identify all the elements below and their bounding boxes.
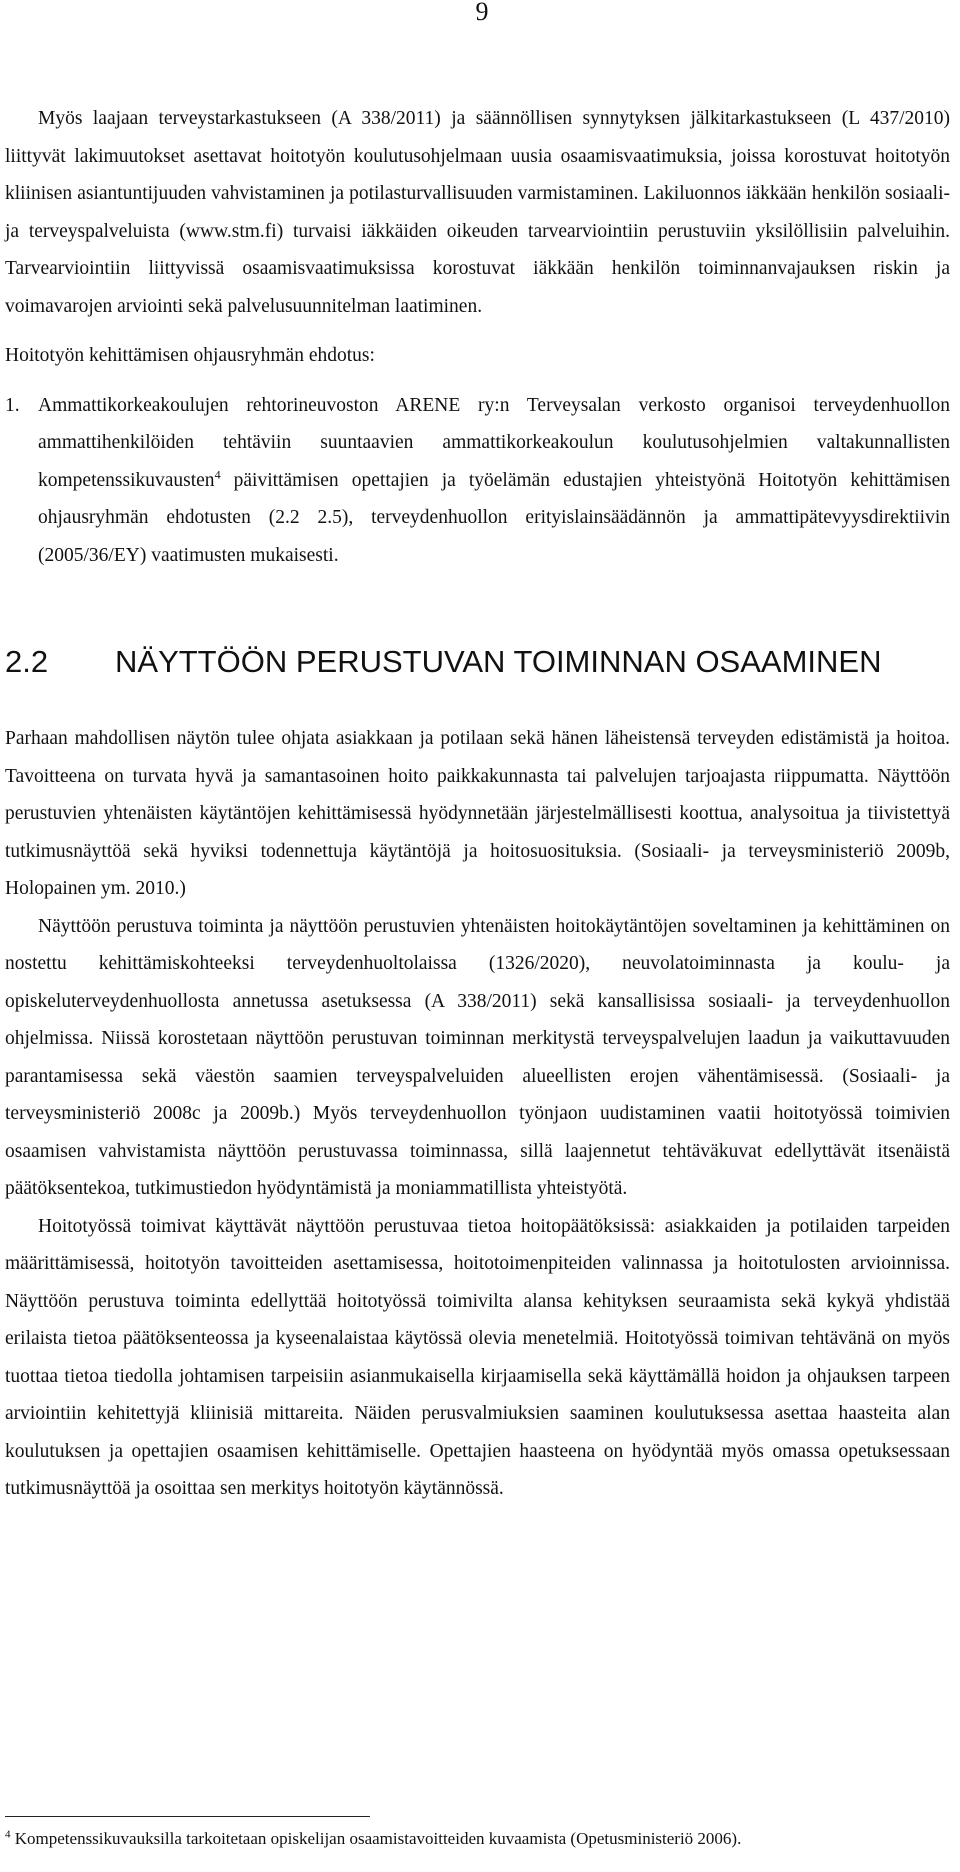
- footnote-divider: [5, 1816, 370, 1817]
- footnote-marker: 4: [5, 1828, 11, 1841]
- list-item-text-start: Ammattikorkeakoulujen rehtorineuvoston ARENE ry:n Terveysalan verkosto organisoi terveydenhuollon ammattihenkilöiden tehtäviin suuntaavien ammattikorkeakoulun koulutusohjelmien valtakunnallisten kompetenssikuvausten: [38, 394, 950, 491]
- proposal-list-item: [5, 387, 950, 575]
- footnote-reference: 4: [214, 467, 221, 481]
- section-heading: [5, 642, 950, 682]
- section-number: 2.2: [5, 644, 49, 679]
- intro-paragraph: Myös laajaan terveystarkastukseen (A 338/2011) ja säännöllisen synnytyksen jälkitarkastukseen (L 437/2010) liittyvät lakimuutokset asettavat hoitotyön koulutusohjelmaan uusia osaamisvaatimuksia, joissa korostuvat hoitotyön kliinisen asiantuntijuuden vahvistaminen ja potilasturvallisuuden varmistaminen. Lakiluonnos iäkkään henkilön sosiaali- ja terveyspalveluista (www.stm.fi) turvaisi iäkkäiden oikeuden tarvearviointiin perustuviin yksilöllisiin palveluihin. Tarvearviointiin liittyvissä osaamisvaatimuksissa korostuvat iäkkään henkilön toiminnanvajauksen riskin ja voimavarojen arviointi sekä palvelusuunnitelman laatiminen.: [5, 108, 950, 317]
- footnote: [5, 1828, 948, 1850]
- section-paragraph-3: Hoitotyössä toimivat käyttävät näyttöön perustuvaa tietoa hoitopäätöksissä: asiakkaiden ja potilaiden tarpeiden määrittämisessä, hoitotyön tavoitteiden asettamisessa, hoitotoimenpiteiden valinnassa ja hoitotulosten arvioinnissa. Näyttöön perustuva toiminta edellyttää hoitotyössä toimivilta alansa kehityksen seuraamista sekä kykyä yhdistää erilaista tietoa päätöksenteossa ja kyseenalaistaa käytössä olevia menetelmiä. Hoitotyössä toimivan tehtävänä on myös tuottaa tietoa tiedolla johtamisen tarpeisiin asianmukaisella kirjaamisella sekä käyttämällä hoidon ja ohjauksen tarpeen arviointiin kehitettyjä kliinisiä mittareita. Näiden perusvalmiuksien saaminen koulutuksessa asettaa haasteita alan koulutuksen ja opettajien osaamisen kehittämiselle. Opettajien haasteena on hyödyntää myös omassa opetuksessaan tutkimusnäyttöä ja osoittaa sen merkitys hoitotyön käytännössä.: [5, 1215, 950, 1499]
- document-body: [5, 100, 950, 1508]
- section-body: [5, 720, 950, 1508]
- list-item-text: [5, 387, 950, 575]
- proposal-subheading: Hoitotyön kehittämisen ohjausryhmän ehdotus:: [5, 345, 375, 366]
- page-number: 9: [475, 0, 489, 26]
- section-paragraph-1: Parhaan mahdollisen näytön tulee ohjata asiakkaan ja potilaan sekä hänen läheistensä terveyden edistämistä ja hoitoa. Tavoitteena on turvata hyvä ja samantasoinen hoito paikkakunnasta tai palvelujen tarjoajasta riippumatta. Näyttöön perustuvien yhtenäisten käytäntöjen kehittämisessä hyödynnetään järjestelmällisesti koottua, analysoitua ja tiivistettyä tutkimusnäyttöä sekä hyviksi todennettuja käytäntöjä ja hoitosuosituksia. (Sosiaali- ja terveysministeriö 2009b, Holopainen ym. 2010.): [5, 728, 950, 899]
- list-item-text-end: päivittämisen opettajien ja työelämän edustajien yhteistyönä Hoitotyön kehittämisen ohjausryhmän ehdotusten (2.2 2.5), terveydenhuollon erityislainsäädännön ja ammattipätevyysdirektiivin (2005/36/EY) vaatimusten mukaisesti.: [38, 469, 950, 566]
- section-title: NÄYTTÖÖN PERUSTUVAN TOIMINNAN OSAAMINEN: [115, 644, 882, 679]
- footnote-text: Kompetenssikuvauksilla tarkoitetaan opiskelijan osaamistavoitteiden kuvaamista (Opetusministeriö 2006).: [10, 1829, 742, 1848]
- list-item-number: 1.: [5, 394, 20, 416]
- section-paragraph-2: Näyttöön perustuva toiminta ja näyttöön perustuvien yhtenäisten hoitokäytäntöjen soveltaminen ja kehittäminen on nostettu kehittämiskohteeksi terveydenhuoltolaissa (1326/2020), neuvolatoiminnasta ja koulu- ja opiskeluterveydenhuollosta annetussa asetuksessa (A 338/2011) sekä kansallisissa sosiaali- ja terveydenhuollon ohjelmissa. Niissä korostetaan näyttöön perustuvan toiminnan merkitystä terveyspalvelujen laadun ja vaikuttavuuden parantamisessa sekä väestön saamien terveyspalveluiden alueellisten erojen vähentämisessä. (Sosiaali- ja terveysministeriö 2008c ja 2009b.) Myös terveydenhuollon työnjaon uudistaminen vaatii hoitotyössä toimivien osaamisen vahvistamista näyttöön perustuvassa toiminnassa, sillä laajennetut tehtäväkuvat edellyttävät itsenäistä päätöksentekoa, tutkimustiedon hyödyntämistä ja moniammatillista yhteistyötä.: [5, 915, 950, 1199]
